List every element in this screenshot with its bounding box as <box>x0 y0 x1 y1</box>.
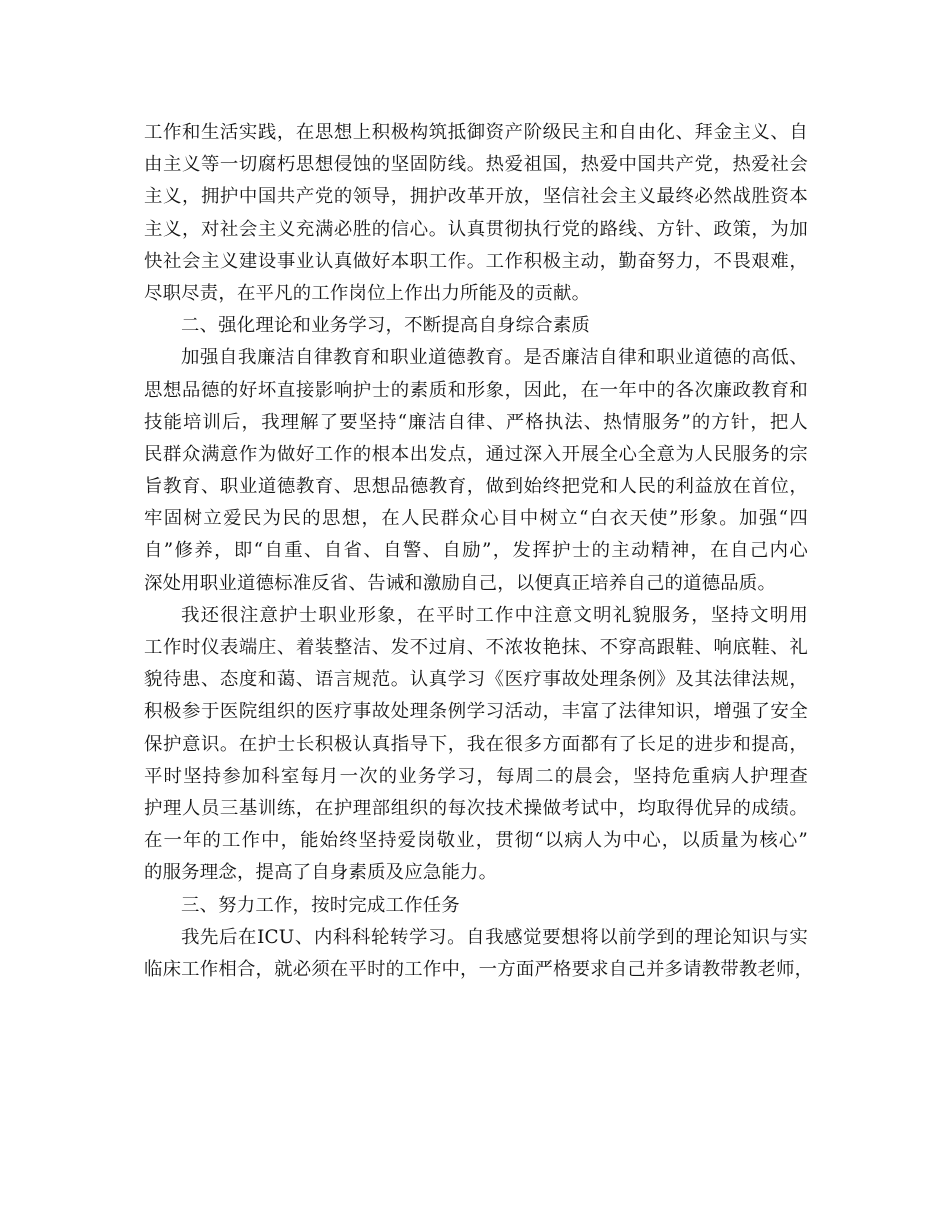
paragraph <box>144 922 814 986</box>
paragraph-line: 积极参于医院组织的医疗事故处理条例学习活动，丰富了法律知识，增强了安全 <box>144 701 808 723</box>
paragraph-line: 的服务理念，提高了自身素质及应急能力。 <box>144 862 498 884</box>
paragraph-line: 旨教育、职业道德教育、思想品德教育，做到始终把党和人民的利益放在首位， <box>144 476 808 498</box>
paragraph-line: 保护意识。在护士长积极认真指导下，我在很多方面都有了长足的进步和提高， <box>144 733 808 755</box>
paragraph-line: 牢固树立爱民为民的思想，在人民群众心目中树立“白衣天使”形象。加强“四 <box>144 508 808 530</box>
paragraph-line: 我先后在ICU、内科科轮转学习。自我感觉要想将以前学到的理论知识与实 <box>181 926 808 948</box>
paragraph <box>144 117 808 310</box>
section-heading: 二、强化理论和业务学习，不断提高自身综合素质 <box>181 315 590 337</box>
section-heading: 三、努力工作，按时完成工作任务 <box>181 894 460 916</box>
document-body <box>144 117 814 986</box>
paragraph-line: 临床工作相合，就必须在平时的工作中，一方面严格要求自己并多请教带教老师， <box>144 958 814 980</box>
paragraph-line: 护理人员三基训练，在护理部组织的每次技术操做考试中，均取得优异的成绩。 <box>144 797 808 819</box>
paragraph-line: 在一年的工作中，能始终坚持爱岗敬业，贯彻“以病人为中心，以质量为核心” <box>144 830 808 852</box>
paragraph-line: 主义，拥护中国共产党的领导，拥护改革开放，坚信社会主义最终必然战胜资本 <box>144 186 808 208</box>
paragraph-line: 尽职尽责，在平凡的工作岗位上作出力所能及的贡献。 <box>144 282 591 304</box>
paragraph-line: 思想品德的好坏直接影响护士的素质和形象，因此，在一年中的各次廉政教育和 <box>144 379 808 401</box>
paragraph-line: 貌待患、态度和蔼、语言规范。认真学习《医疗事故处理条例》及其法律法规， <box>144 669 808 691</box>
paragraph-line: 工作时仪表端庄、着装整洁、发不过肩、不浓妆艳抹、不穿高跟鞋、响底鞋、礼 <box>144 637 808 658</box>
paragraph-line: 由主义等一切腐朽思想侵蚀的坚固防线。热爱祖国，热爱中国共产党，热爱社会 <box>144 154 808 176</box>
paragraph-line: 加强自我廉洁自律教育和职业道德教育。是否廉洁自律和职业道德的高低、 <box>181 347 808 369</box>
paragraph-line: 工作和生活实践，在思想上积极构筑抵御资产阶级民主和自由化、拜金主义、自 <box>144 122 808 143</box>
paragraph <box>144 342 808 600</box>
paragraph-line: 主义，对社会主义充满必胜的信心。认真贯彻执行党的路线、方针、政策，为加 <box>144 218 808 240</box>
paragraph <box>144 600 808 890</box>
paragraph-line: 深处用职业道德标准反省、告诫和激励自己，以便真正培养自己的道德品质。 <box>144 572 777 594</box>
paragraph-line: 技能培训后，我理解了要坚持“廉洁自律、严格执法、热情服务”的方针，把人 <box>144 411 808 433</box>
paragraph-line: 快社会主义建设事业认真做好本职工作。工作积极主动，勤奋努力，不畏艰难， <box>144 250 808 272</box>
paragraph-line: 平时坚持参加科室每月一次的业务学习，每周二的晨会，坚持危重病人护理查 <box>144 765 808 787</box>
paragraph-line: 自”修养，即“自重、自省、自警、自励”，发挥护士的主动精神，在自己内心 <box>144 540 808 562</box>
paragraph-line: 我还很注意护士职业形象，在平时工作中注意文明礼貌服务，坚持文明用 <box>181 604 808 626</box>
paragraph-line: 民群众满意作为做好工作的根本出发点，通过深入开展全心全意为人民服务的宗 <box>144 443 808 465</box>
